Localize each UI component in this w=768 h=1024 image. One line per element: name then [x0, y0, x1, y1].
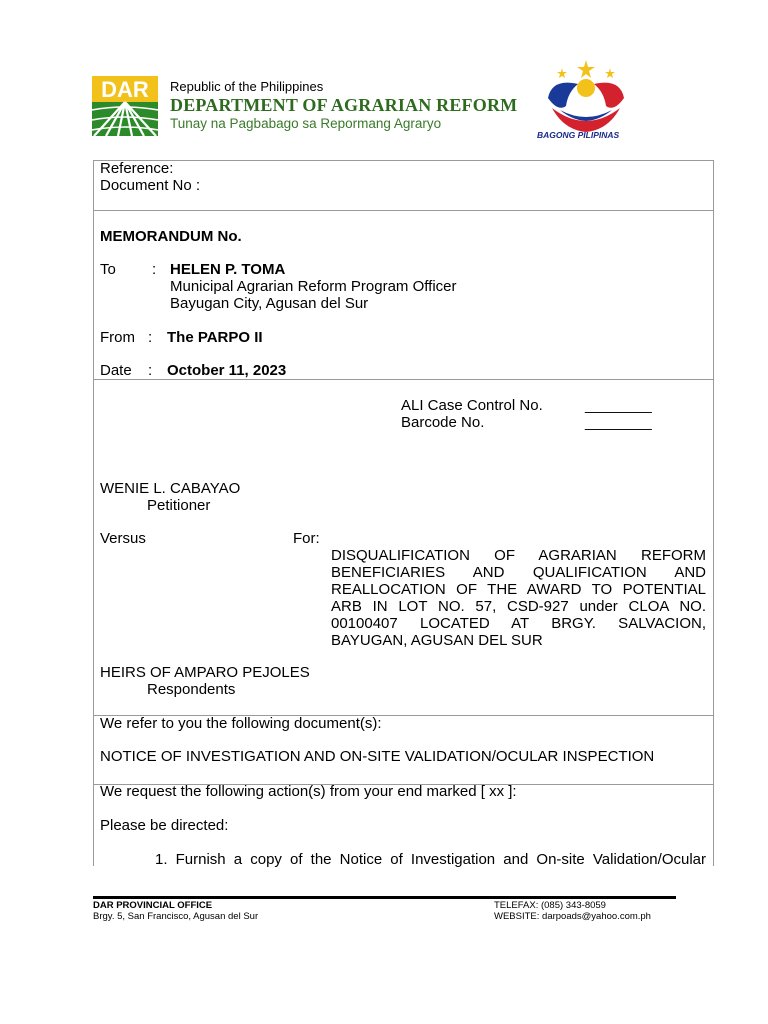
- footer-office: DAR PROVINCIAL OFFICE: [93, 900, 213, 911]
- ali-case-label: ALI Case Control No.: [401, 397, 543, 414]
- barcode-blank: ________: [585, 414, 652, 431]
- footer-telefax: TELEFAX: (085) 343-8059: [494, 900, 606, 911]
- respondent-role: Respondents: [147, 681, 236, 698]
- document-no-label: Document No :: [100, 177, 201, 194]
- memorandum-title: MEMORANDUM No.: [100, 228, 242, 245]
- for-label: For:: [293, 530, 320, 547]
- to-position: Municipal Agrarian Reform Program Officer: [170, 278, 457, 295]
- from-value: The PARPO II: [167, 329, 263, 346]
- from-label: From: [100, 329, 135, 346]
- dar-logo-text: DAR: [101, 77, 149, 102]
- footer-website: WEBSITE: darpoads@yahoo.com.ph: [494, 911, 651, 922]
- action-item-1: 1. Furnish a copy of the Notice of Investigation and On-site Validation/Ocular: [155, 851, 706, 868]
- republic-text: Republic of the Philippines: [170, 79, 324, 94]
- respondent-name: HEIRS OF AMPARO PEJOLES: [100, 664, 310, 681]
- ali-case-blank: ________: [585, 397, 652, 414]
- footer-divider: [93, 896, 676, 899]
- reference-label: Reference:: [100, 160, 174, 177]
- tagline: Tunay na Pagbabago sa Repormang Agraryo: [170, 116, 442, 131]
- petitioner-role: Petitioner: [147, 497, 211, 514]
- to-colon: :: [152, 261, 157, 278]
- versus-label: Versus: [100, 530, 146, 547]
- to-label: To: [100, 261, 116, 278]
- bagong-pilipinas-text: BAGONG PILIPINAS: [537, 130, 620, 140]
- barcode-label: Barcode No.: [401, 414, 485, 431]
- case-subject: DISQUALIFICATION OF AGRARIAN REFORM BENEFICIARIES AND QUALIFICATION AND REALLOCATION OF THE AWARD TO POTENTIAL ARB IN LOT NO. 57, CSD-927 under CLOA NO. 00100407 LOCATED AT BRGY. SALVACION, BAYUGAN, AGUSAN DEL SUR: [331, 547, 706, 649]
- document-item: NOTICE OF INVESTIGATION AND ON-SITE VALIDATION/OCULAR INSPECTION: [100, 748, 655, 765]
- directive-text: Please be directed:: [100, 817, 229, 834]
- footer-address: Brgy. 5, San Francisco, Agusan del Sur: [93, 911, 259, 922]
- from-colon: :: [148, 329, 153, 346]
- actions-intro: We request the following action(s) from your end marked [ xx ]:: [100, 783, 517, 800]
- dar-logo: [92, 76, 158, 136]
- date-value: October 11, 2023: [167, 362, 287, 379]
- documents-intro: We refer to you the following document(s):: [100, 715, 382, 732]
- date-label: Date: [100, 362, 132, 379]
- to-name: HELEN P. TOMA: [170, 261, 286, 278]
- to-location: Bayugan City, Agusan del Sur: [170, 295, 369, 312]
- date-colon: :: [148, 362, 153, 379]
- department-title: DEPARTMENT OF AGRARIAN REFORM: [170, 95, 518, 115]
- petitioner-name: WENIE L. CABAYAO: [100, 480, 241, 497]
- bagong-pilipinas-logo: [538, 58, 634, 140]
